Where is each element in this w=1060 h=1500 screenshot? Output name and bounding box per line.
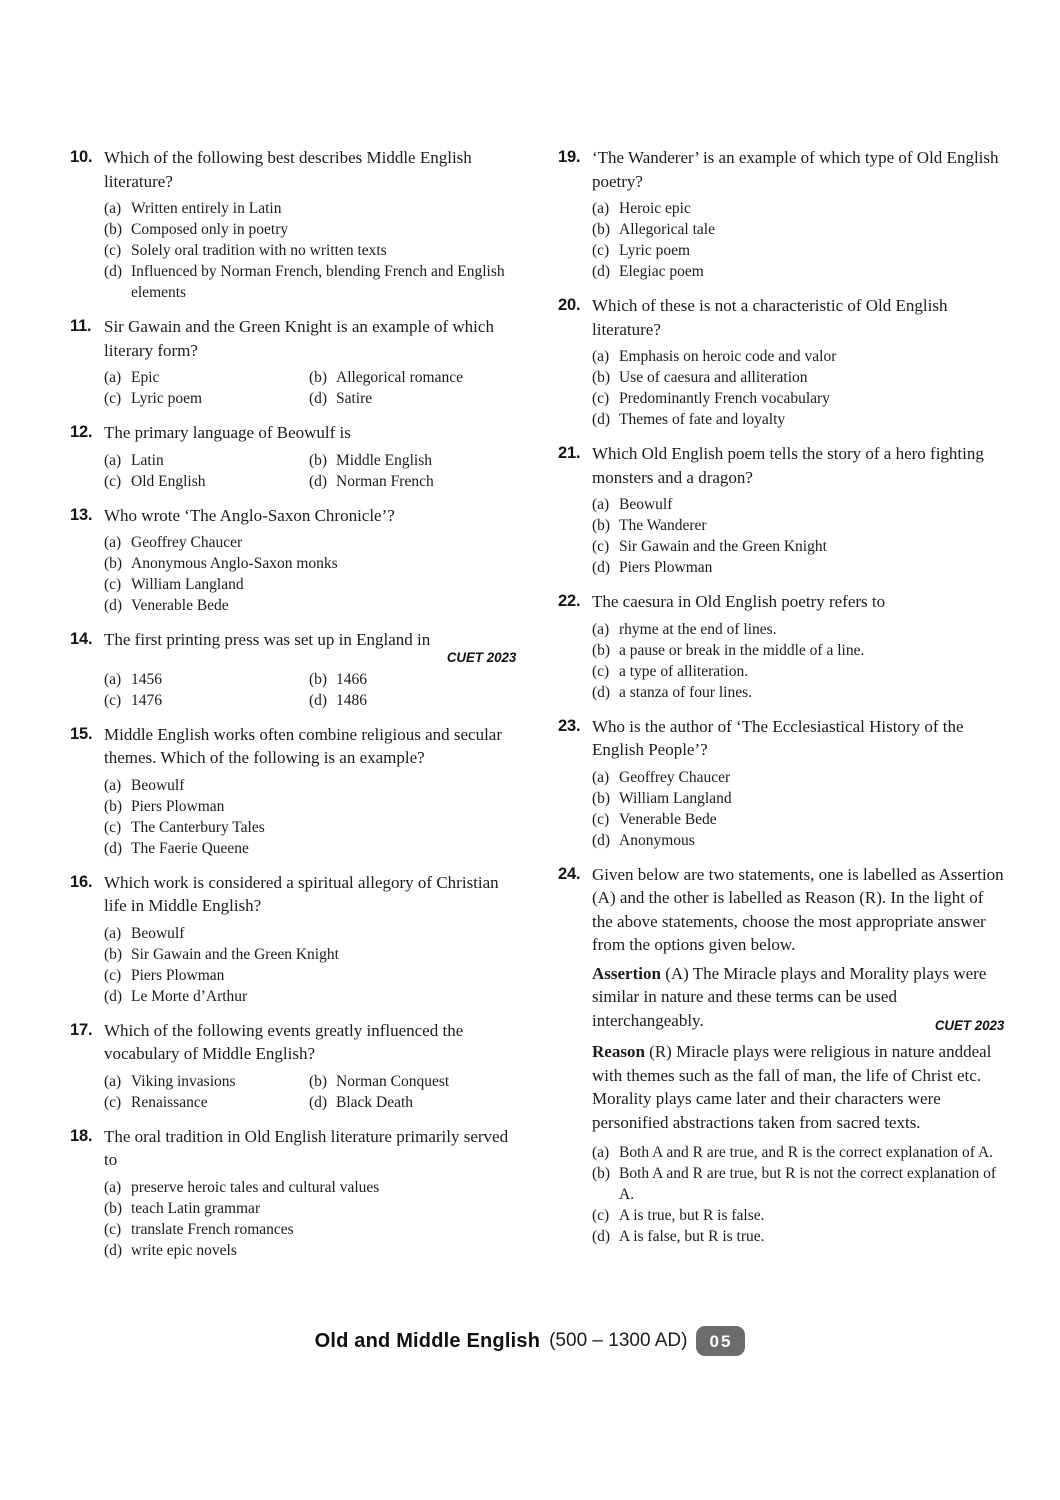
option-text: Heroic epic [619,200,691,217]
option-text: 1486 [336,691,367,709]
option-text: Geoffrey Chaucer [619,768,731,786]
options-list [592,619,1006,703]
option-text: Norman Conquest [336,1072,450,1090]
reason-label: Reason [592,1042,645,1061]
option-label: (d) [104,263,123,280]
option-label: (c) [592,662,610,680]
option-label: (b) [592,1165,611,1182]
option-d [592,1226,1006,1247]
option-label: (c) [104,576,122,593]
option-label: (a) [104,924,122,942]
option-d [592,830,1006,851]
option-label: (c) [592,810,610,828]
option-label: (d) [592,683,611,701]
question-stem: Sir Gawain and the Green Knight is an example of which literary form? [104,317,494,360]
question-20 [558,294,1006,430]
options-list [104,1177,518,1261]
option-text: Written entirely in Latin [131,200,282,217]
option-b [592,219,1006,240]
question-23 [558,715,1006,851]
option-text: Viking invasions [131,1072,236,1090]
option-label: (d) [592,263,611,280]
option-text: Allegorical romance [336,369,463,386]
option-a [592,346,1006,367]
option-text: Composed only in poetry [131,221,289,238]
cuet-2023-tag: CUET 2023 [446,648,517,665]
reason-text: (R) Miracle plays were religious in nature anddeal with themes such as the fall of man, the life of Christ etc. Morality plays came later and their characters were personified abstractions taken from sacred texts. [592,1042,992,1132]
option-a [104,923,518,944]
option-label: (c) [104,1220,122,1238]
option-b [592,788,1006,809]
option-label: (d) [309,390,328,407]
page-number-badge: 05 [696,1326,745,1356]
option-text: Renaissance [131,1093,208,1111]
option-text: Allegorical tale [619,221,715,238]
question-10 [70,146,518,303]
question-number: 15. [70,724,93,743]
option-d [592,409,1006,430]
option-label: (d) [592,559,611,576]
option-label: (a) [592,1144,610,1161]
options-list [592,494,1006,578]
question-17 [70,1019,518,1113]
question-18 [70,1125,518,1261]
option-label: (a) [592,620,610,638]
question-stem: Which work is considered a spiritual allegory of Christian life in Middle English? [104,872,499,915]
question-number: 24. [558,864,581,883]
option-label: (d) [309,1093,328,1111]
option-text: William Langland [131,576,244,593]
question-number: 18. [70,1126,93,1145]
option-label: (b) [104,797,123,815]
question-14 [70,628,518,711]
option-d [592,557,1006,578]
option-text: Beowulf [131,924,185,942]
option-label: (a) [104,670,122,688]
footer-chapter-title: Old and Middle English [314,1329,541,1352]
option-label: (a) [592,768,610,786]
option-d [104,261,518,303]
option-label: (b) [309,670,328,688]
question-12 [70,421,518,492]
question-number: 10. [70,148,93,166]
option-c [104,1092,309,1113]
question-stem: Who wrote ‘The Anglo-Saxon Chronicle’? [104,505,395,525]
option-label: (a) [104,200,122,217]
option-text: Old English [131,472,206,490]
option-text: A is false, but R is true. [619,1228,765,1245]
option-c [104,471,309,492]
option-c [104,965,518,986]
option-label: (d) [592,1228,611,1245]
option-label: (c) [592,390,610,407]
option-a [104,367,309,388]
question-number: 13. [70,505,93,524]
option-label: (c) [592,242,610,259]
option-label: (a) [104,534,122,551]
options-list [104,923,518,1007]
option-label: (a) [104,776,122,794]
option-c [104,1219,518,1240]
option-text: Predominantly French vocabulary [619,390,830,407]
question-number: 17. [70,1020,93,1039]
option-text: Epic [131,369,160,386]
option-text: Piers Plowman [131,966,225,984]
question-24 [558,863,1006,1248]
option-text: Anonymous [619,831,695,849]
question-number: 22. [558,592,581,610]
option-label: (b) [592,641,611,659]
options-list [104,532,518,616]
option-label: (b) [104,945,123,963]
option-c [104,574,518,595]
option-label: (d) [104,597,123,614]
question-11 [70,315,518,409]
option-label: (b) [309,1072,328,1090]
option-b [309,367,518,388]
option-a [104,775,518,796]
option-text: Anonymous Anglo-Saxon monks [131,555,338,572]
option-text: Sir Gawain and the Green Knight [131,945,339,963]
option-label: (a) [104,1072,122,1090]
question-stem: Who is the author of ‘The Ecclesiastical History of the English People’? [592,716,964,759]
options-list [104,775,518,859]
option-label: (a) [104,369,122,386]
question-stem: Which of the following events greatly influenced the vocabulary of Middle English? [104,1020,464,1063]
option-b [592,1163,1006,1205]
option-text: Influenced by Norman French, blending French and English elements [131,263,505,301]
question-stem: The first printing press was set up in England in [104,630,431,649]
option-text: The Canterbury Tales [131,818,265,836]
option-b [104,1198,518,1219]
question-number: 11. [70,317,92,335]
option-text: Elegiac poem [619,263,704,280]
option-text: Beowulf [131,776,185,794]
assertion-label: Assertion [592,963,661,983]
option-text: William Langland [619,789,732,807]
question-stem: Which of these is not a characteristic of Old English literature? [592,296,948,339]
option-label: (d) [309,472,328,490]
option-d [309,1092,518,1113]
option-label: (d) [104,839,123,857]
assertion-paragraph [592,962,1006,1033]
question-number: 21. [558,444,581,462]
option-c [104,690,309,711]
option-label: (a) [104,1178,122,1196]
option-text: a stanza of four lines. [619,683,752,701]
option-a [104,532,518,553]
option-label: (b) [104,555,123,572]
option-d [104,986,518,1007]
option-label: (b) [592,789,611,807]
option-label: (c) [104,966,122,984]
option-text: write epic novels [131,1241,237,1259]
option-label: (d) [592,831,611,849]
option-text: Norman French [336,472,434,490]
option-c [592,1205,1006,1226]
option-text: 1466 [336,670,367,688]
option-c [592,388,1006,409]
option-label: (b) [309,369,328,386]
options-grid [104,450,518,492]
options-list [592,198,1006,282]
option-a [592,619,1006,640]
option-c [592,536,1006,557]
option-label: (d) [104,1241,123,1259]
option-d [104,1240,518,1261]
assertion-text: (A) The Miracle plays and Morality plays were similar in nature and these terms can be used interchangeably. [592,963,987,1030]
footer-chapter-period: (500 – 1300 AD) [549,1330,688,1351]
option-c [104,817,518,838]
option-label: (c) [104,818,122,836]
option-label: (a) [104,451,122,469]
question-13 [70,504,518,617]
question-22 [558,590,1006,703]
question-number: 19. [558,148,581,166]
option-text: A is true, but R is false. [619,1207,765,1224]
question-stem: The caesura in Old English poetry refers to [592,592,886,611]
option-text: Both A and R are true, and R is the correct explanation of A. [619,1144,994,1161]
question-number: 20. [558,296,581,314]
option-text: The Wanderer [619,517,707,534]
option-label: (b) [592,369,611,386]
option-b [309,1071,518,1092]
option-label: (b) [592,221,611,238]
option-text: Satire [336,390,373,407]
question-number: 12. [70,423,93,441]
option-b [309,450,518,471]
option-label: (c) [104,242,122,259]
option-text: Emphasis on heroic code and valor [619,348,837,365]
option-label: (a) [592,496,610,513]
cuet-2023-tag: CUET 2023 [934,1016,1005,1033]
page-content [70,146,1006,1273]
option-b [104,796,518,817]
option-label: (b) [309,451,328,469]
question-number: 23. [558,716,581,735]
options-list [104,198,518,303]
option-label: (d) [592,411,611,428]
option-label: (c) [104,1093,122,1111]
option-b [309,669,518,690]
option-a [104,450,309,471]
option-b [592,367,1006,388]
question-number: 16. [70,872,93,891]
option-d [309,388,518,409]
option-text: Lyric poem [131,390,203,407]
option-c [592,661,1006,682]
option-text: translate French romances [131,1220,294,1238]
option-label: (a) [592,200,610,217]
question-stem: ‘The Wanderer’ is an example of which type of Old English poetry? [592,148,999,191]
option-label: (c) [104,691,122,709]
option-a [592,494,1006,515]
option-text: Venerable Bede [619,810,717,828]
right-column [558,146,1006,1273]
question-stem: Which Old English poem tells the story of a hero fighting monsters and a dragon? [592,444,984,487]
option-c [104,388,309,409]
option-label: (b) [592,517,611,534]
option-a [104,198,518,219]
option-a [104,1177,518,1198]
option-text: Themes of fate and loyalty [619,411,786,428]
option-c [104,240,518,261]
option-a [592,767,1006,788]
options-grid [104,1071,518,1113]
option-text: Beowulf [619,496,673,513]
option-label: (c) [592,538,610,555]
option-text: Venerable Bede [131,597,229,614]
option-text: Black Death [336,1093,414,1111]
option-text: Solely oral tradition with no written texts [131,242,387,259]
option-text: Geoffrey Chaucer [131,534,243,551]
option-b [104,944,518,965]
option-text: Le Morte d’Arthur [131,987,248,1005]
question-15 [70,723,518,859]
option-label: (b) [104,221,123,238]
option-label: (c) [104,390,122,407]
option-d [309,471,518,492]
option-text: a type of alliteration. [619,662,749,680]
option-text: Piers Plowman [131,797,225,815]
options-list [592,767,1006,851]
option-a [104,669,309,690]
option-text: Use of caesura and alliteration [619,369,808,386]
question-16 [70,871,518,1007]
option-text: Piers Plowman [619,559,713,576]
question-21 [558,442,1006,578]
option-text: preserve heroic tales and cultural values [131,1178,380,1196]
question-stem: The oral tradition in Old English literature primarily served to [104,1126,509,1169]
option-d [592,261,1006,282]
question-stem: Middle English works often combine religious and secular themes. Which of the following is an example? [104,724,502,767]
option-b [104,219,518,240]
question-stem: Given below are two statements, one is labelled as Assertion (A) and the other is labelled as Reason (R). In the light of the above statements, choose the most appropriate answer from the options given below. [592,864,1004,954]
option-text: Lyric poem [619,242,691,259]
option-b [592,515,1006,536]
option-a [104,1071,309,1092]
option-text: 1456 [131,670,162,688]
option-a [592,1142,1006,1163]
option-label: (b) [104,1199,123,1217]
option-d [592,682,1006,703]
options-list [592,346,1006,430]
option-text: teach Latin grammar [131,1199,261,1217]
option-b [592,640,1006,661]
option-a [592,198,1006,219]
option-text: The Faerie Queene [131,839,249,857]
option-text: Latin [131,451,164,469]
option-label: (d) [104,987,123,1005]
option-c [592,240,1006,261]
option-label: (c) [104,472,122,490]
option-label: (c) [592,1207,610,1224]
option-text: Both A and R are true, but R is not the correct explanation of A. [619,1165,997,1203]
options-grid [104,367,518,409]
option-text: rhyme at the end of lines. [619,620,777,638]
page-footer [0,1326,1060,1356]
question-stem: Which of the following best describes Middle English literature? [104,148,472,191]
option-text: a pause or break in the middle of a line. [619,641,865,659]
question-19 [558,146,1006,282]
reason-paragraph [592,1040,1006,1134]
option-b [104,553,518,574]
option-text: 1476 [131,691,162,709]
left-column [70,146,518,1273]
option-d [104,595,518,616]
option-d [104,838,518,859]
options-list [592,1142,1006,1247]
option-text: Middle English [336,451,433,469]
option-label: (a) [592,348,610,365]
option-d [309,690,518,711]
question-stem: The primary language of Beowulf is [104,423,351,442]
option-c [592,809,1006,830]
option-text: Sir Gawain and the Green Knight [619,538,827,555]
question-number: 14. [70,630,93,648]
option-label: (d) [309,691,328,709]
options-grid [104,669,518,711]
